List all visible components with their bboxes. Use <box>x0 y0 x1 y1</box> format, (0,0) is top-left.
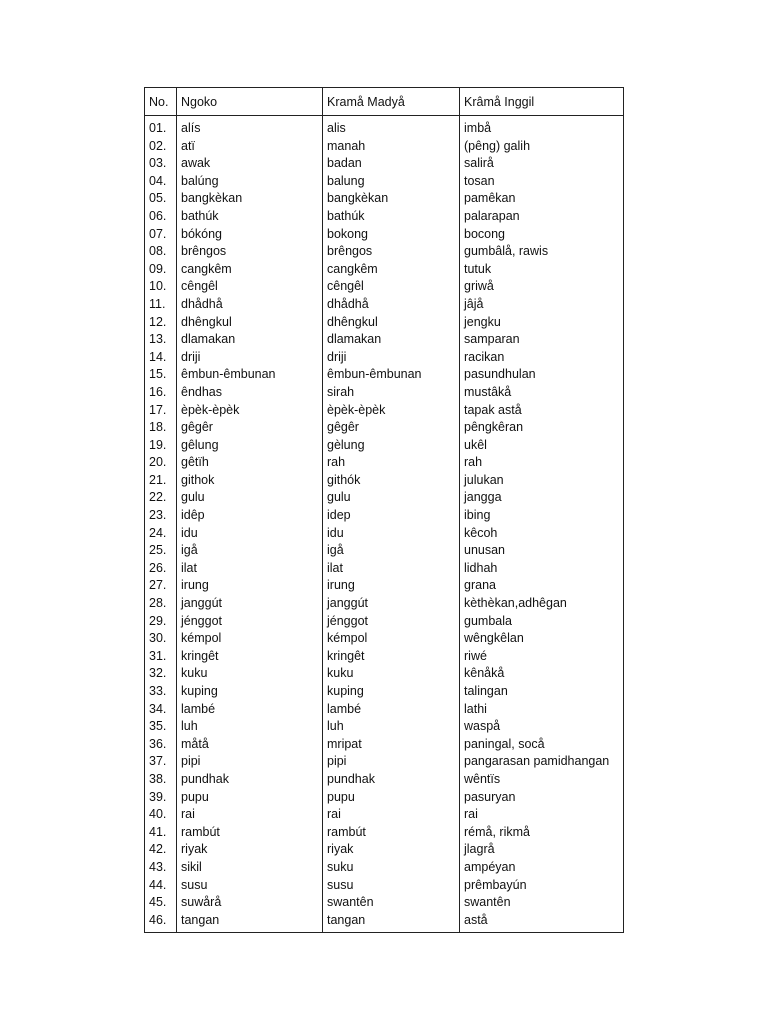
cell-no: 30. <box>145 630 177 648</box>
table-row <box>145 349 624 367</box>
cell-ngoko: driji <box>177 349 323 367</box>
cell-no: 38. <box>145 771 177 789</box>
cell-no: 45. <box>145 894 177 912</box>
cell-ngoko: måtå <box>177 736 323 754</box>
table-row <box>145 489 624 507</box>
cell-no: 04. <box>145 173 177 191</box>
table-row <box>145 912 624 933</box>
table-row <box>145 314 624 332</box>
cell-no: 22. <box>145 489 177 507</box>
cell-ngoko: bathúk <box>177 208 323 226</box>
cell-krama-inggil: tapak astå <box>460 402 624 420</box>
table-row <box>145 877 624 895</box>
table-header <box>145 88 624 116</box>
table-row <box>145 366 624 384</box>
cell-ngoko: riyak <box>177 841 323 859</box>
cell-ngoko: êndhas <box>177 384 323 402</box>
cell-ngoko: ilat <box>177 560 323 578</box>
cell-krama-inggil: ukêl <box>460 437 624 455</box>
cell-ngoko: jénggot <box>177 613 323 631</box>
cell-no: 33. <box>145 683 177 701</box>
cell-no: 01. <box>145 116 177 138</box>
cell-krama-inggil: ampéyan <box>460 859 624 877</box>
cell-ngoko: igå <box>177 542 323 560</box>
cell-no: 12. <box>145 314 177 332</box>
cell-krama-madya: pundhak <box>323 771 460 789</box>
cell-krama-inggil: tutuk <box>460 261 624 279</box>
cell-no: 10. <box>145 278 177 296</box>
cell-krama-inggil: pasundhulan <box>460 366 624 384</box>
cell-krama-inggil: salirå <box>460 155 624 173</box>
table-row <box>145 806 624 824</box>
cell-ngoko: githok <box>177 472 323 490</box>
table-row <box>145 771 624 789</box>
cell-krama-inggil: lathi <box>460 701 624 719</box>
cell-krama-madya: suku <box>323 859 460 877</box>
cell-krama-inggil: bocong <box>460 226 624 244</box>
cell-krama-madya: rambút <box>323 824 460 842</box>
cell-ngoko: dhêngkul <box>177 314 323 332</box>
cell-krama-inggil: rai <box>460 806 624 824</box>
cell-no: 23. <box>145 507 177 525</box>
table-row <box>145 331 624 349</box>
cell-no: 18. <box>145 419 177 437</box>
cell-no: 44. <box>145 877 177 895</box>
cell-no: 26. <box>145 560 177 578</box>
cell-no: 32. <box>145 665 177 683</box>
cell-ngoko: janggút <box>177 595 323 613</box>
cell-ngoko: bangkèkan <box>177 190 323 208</box>
table-row <box>145 736 624 754</box>
table-row <box>145 841 624 859</box>
cell-no: 42. <box>145 841 177 859</box>
table-row <box>145 472 624 490</box>
cell-krama-madya: jénggot <box>323 613 460 631</box>
cell-no: 39. <box>145 789 177 807</box>
cell-krama-madya: badan <box>323 155 460 173</box>
cell-ngoko: susu <box>177 877 323 895</box>
cell-no: 17. <box>145 402 177 420</box>
cell-krama-inggil: jâjå <box>460 296 624 314</box>
cell-krama-madya: êmbun-êmbunan <box>323 366 460 384</box>
cell-krama-inggil: pangarasan pamidhangan <box>460 753 624 771</box>
cell-krama-madya: cangkêm <box>323 261 460 279</box>
cell-ngoko: pupu <box>177 789 323 807</box>
cell-no: 11. <box>145 296 177 314</box>
cell-krama-inggil: gumbala <box>460 613 624 631</box>
cell-no: 35. <box>145 718 177 736</box>
cell-krama-inggil: pêngkêran <box>460 419 624 437</box>
cell-no: 46. <box>145 912 177 933</box>
cell-krama-inggil: wêngkêlan <box>460 630 624 648</box>
cell-krama-madya: tangan <box>323 912 460 933</box>
cell-no: 07. <box>145 226 177 244</box>
table-row <box>145 190 624 208</box>
cell-ngoko: gêgêr <box>177 419 323 437</box>
cell-no: 43. <box>145 859 177 877</box>
cell-ngoko: brêngos <box>177 243 323 261</box>
cell-ngoko: bókóng <box>177 226 323 244</box>
cell-krama-inggil: pasuryan <box>460 789 624 807</box>
cell-krama-madya: swantên <box>323 894 460 912</box>
table-row <box>145 261 624 279</box>
cell-krama-inggil: gumbâlå, rawis <box>460 243 624 261</box>
cell-krama-madya: balung <box>323 173 460 191</box>
table-row <box>145 116 624 138</box>
cell-krama-madya: kringêt <box>323 648 460 666</box>
cell-krama-madya: gèlung <box>323 437 460 455</box>
table-row <box>145 454 624 472</box>
cell-krama-madya: bokong <box>323 226 460 244</box>
table-row <box>145 525 624 543</box>
cell-ngoko: èpèk-èpèk <box>177 402 323 420</box>
cell-krama-madya: pipi <box>323 753 460 771</box>
cell-no: 13. <box>145 331 177 349</box>
cell-krama-inggil: rémå, rikmå <box>460 824 624 842</box>
table-row <box>145 648 624 666</box>
cell-krama-madya: rah <box>323 454 460 472</box>
cell-ngoko: idu <box>177 525 323 543</box>
header-ngoko: Ngoko <box>177 88 323 116</box>
table-row <box>145 208 624 226</box>
cell-krama-madya: cêngêl <box>323 278 460 296</box>
cell-no: 06. <box>145 208 177 226</box>
cell-krama-madya: igå <box>323 542 460 560</box>
cell-krama-madya: pupu <box>323 789 460 807</box>
cell-ngoko: irung <box>177 577 323 595</box>
cell-krama-inggil: ibing <box>460 507 624 525</box>
cell-no: 36. <box>145 736 177 754</box>
cell-krama-madya: kuku <box>323 665 460 683</box>
cell-ngoko: pipi <box>177 753 323 771</box>
cell-krama-inggil: lidhah <box>460 560 624 578</box>
cell-ngoko: luh <box>177 718 323 736</box>
cell-krama-madya: ilat <box>323 560 460 578</box>
cell-no: 29. <box>145 613 177 631</box>
cell-no: 08. <box>145 243 177 261</box>
cell-krama-inggil: swantên <box>460 894 624 912</box>
cell-krama-inggil: wêntïs <box>460 771 624 789</box>
cell-krama-inggil: astå <box>460 912 624 933</box>
cell-krama-inggil: grana <box>460 577 624 595</box>
table-row <box>145 384 624 402</box>
cell-krama-inggil: talingan <box>460 683 624 701</box>
header-no: No. <box>145 88 177 116</box>
table-row <box>145 155 624 173</box>
cell-krama-madya: luh <box>323 718 460 736</box>
header-row <box>145 88 624 116</box>
cell-no: 14. <box>145 349 177 367</box>
cell-krama-madya: janggút <box>323 595 460 613</box>
cell-ngoko: idêp <box>177 507 323 525</box>
table-row <box>145 595 624 613</box>
table-body <box>145 116 624 933</box>
table-row <box>145 243 624 261</box>
cell-no: 34. <box>145 701 177 719</box>
cell-ngoko: rambút <box>177 824 323 842</box>
table-row <box>145 173 624 191</box>
cell-ngoko: kuku <box>177 665 323 683</box>
cell-ngoko: lambé <box>177 701 323 719</box>
cell-krama-inggil: jengku <box>460 314 624 332</box>
cell-no: 03. <box>145 155 177 173</box>
table-row <box>145 577 624 595</box>
cell-krama-inggil: racikan <box>460 349 624 367</box>
cell-krama-madya: èpèk-èpèk <box>323 402 460 420</box>
table-row <box>145 665 624 683</box>
table-row <box>145 630 624 648</box>
cell-krama-madya: dhådhå <box>323 296 460 314</box>
cell-krama-inggil: samparan <box>460 331 624 349</box>
table-row <box>145 789 624 807</box>
header-krama-inggil: Krâmå Inggil <box>460 88 624 116</box>
cell-krama-madya: brêngos <box>323 243 460 261</box>
cell-krama-inggil: mustâkå <box>460 384 624 402</box>
cell-ngoko: tangan <box>177 912 323 933</box>
cell-no: 37. <box>145 753 177 771</box>
cell-ngoko: cêngêl <box>177 278 323 296</box>
cell-krama-inggil: tosan <box>460 173 624 191</box>
table-row <box>145 138 624 156</box>
table-row <box>145 718 624 736</box>
vocabulary-table <box>144 87 624 933</box>
cell-ngoko: awak <box>177 155 323 173</box>
cell-krama-madya: gulu <box>323 489 460 507</box>
cell-no: 31. <box>145 648 177 666</box>
cell-ngoko: dlamakan <box>177 331 323 349</box>
cell-krama-madya: bangkèkan <box>323 190 460 208</box>
cell-no: 19. <box>145 437 177 455</box>
cell-krama-inggil: rah <box>460 454 624 472</box>
cell-ngoko: pundhak <box>177 771 323 789</box>
cell-ngoko: alís <box>177 116 323 138</box>
cell-no: 02. <box>145 138 177 156</box>
cell-no: 41. <box>145 824 177 842</box>
cell-krama-inggil: pamêkan <box>460 190 624 208</box>
table-row <box>145 613 624 631</box>
cell-krama-madya: manah <box>323 138 460 156</box>
cell-krama-madya: kuping <box>323 683 460 701</box>
cell-krama-madya: mripat <box>323 736 460 754</box>
cell-ngoko: sikil <box>177 859 323 877</box>
table-row <box>145 753 624 771</box>
cell-krama-madya: idep <box>323 507 460 525</box>
cell-ngoko: rai <box>177 806 323 824</box>
cell-krama-inggil: jlagrå <box>460 841 624 859</box>
cell-ngoko: kuping <box>177 683 323 701</box>
cell-krama-inggil: kèthèkan,adhêgan <box>460 595 624 613</box>
table-row <box>145 894 624 912</box>
cell-krama-inggil: griwå <box>460 278 624 296</box>
cell-ngoko: suwårå <box>177 894 323 912</box>
cell-ngoko: atï <box>177 138 323 156</box>
cell-no: 25. <box>145 542 177 560</box>
cell-krama-inggil: paningal, socå <box>460 736 624 754</box>
table-row <box>145 560 624 578</box>
cell-krama-inggil: (pêng) galih <box>460 138 624 156</box>
cell-krama-madya: irung <box>323 577 460 595</box>
cell-ngoko: kringêt <box>177 648 323 666</box>
cell-no: 09. <box>145 261 177 279</box>
cell-krama-madya: rai <box>323 806 460 824</box>
cell-krama-inggil: imbå <box>460 116 624 138</box>
table-row <box>145 278 624 296</box>
table-row <box>145 419 624 437</box>
cell-krama-madya: susu <box>323 877 460 895</box>
cell-no: 21. <box>145 472 177 490</box>
cell-krama-inggil: palarapan <box>460 208 624 226</box>
cell-krama-inggil: jangga <box>460 489 624 507</box>
cell-krama-inggil: unusan <box>460 542 624 560</box>
cell-krama-madya: kémpol <box>323 630 460 648</box>
table-row <box>145 701 624 719</box>
cell-no: 20. <box>145 454 177 472</box>
cell-ngoko: gulu <box>177 489 323 507</box>
cell-krama-inggil: riwé <box>460 648 624 666</box>
table-row <box>145 542 624 560</box>
cell-krama-inggil: prêmbayún <box>460 877 624 895</box>
cell-krama-madya: sirah <box>323 384 460 402</box>
cell-no: 24. <box>145 525 177 543</box>
cell-no: 40. <box>145 806 177 824</box>
header-krama-madya: Kramå Madyå <box>323 88 460 116</box>
table-row <box>145 683 624 701</box>
table-row <box>145 824 624 842</box>
cell-krama-madya: lambé <box>323 701 460 719</box>
cell-krama-madya: riyak <box>323 841 460 859</box>
cell-krama-inggil: kêcoh <box>460 525 624 543</box>
cell-krama-madya: driji <box>323 349 460 367</box>
cell-krama-inggil: julukan <box>460 472 624 490</box>
cell-krama-madya: alis <box>323 116 460 138</box>
cell-krama-madya: dlamakan <box>323 331 460 349</box>
cell-krama-madya: gêgêr <box>323 419 460 437</box>
cell-ngoko: cangkêm <box>177 261 323 279</box>
cell-no: 16. <box>145 384 177 402</box>
cell-krama-madya: dhêngkul <box>323 314 460 332</box>
cell-no: 05. <box>145 190 177 208</box>
cell-no: 15. <box>145 366 177 384</box>
table-row <box>145 437 624 455</box>
table-row <box>145 226 624 244</box>
cell-ngoko: gêlung <box>177 437 323 455</box>
cell-krama-madya: bathúk <box>323 208 460 226</box>
cell-ngoko: balúng <box>177 173 323 191</box>
cell-ngoko: gêtïh <box>177 454 323 472</box>
table-row <box>145 402 624 420</box>
cell-krama-inggil: kênåkå <box>460 665 624 683</box>
table-row <box>145 859 624 877</box>
cell-no: 27. <box>145 577 177 595</box>
cell-krama-madya: githók <box>323 472 460 490</box>
cell-ngoko: kémpol <box>177 630 323 648</box>
cell-ngoko: dhådhå <box>177 296 323 314</box>
cell-ngoko: êmbun-êmbunan <box>177 366 323 384</box>
cell-krama-madya: idu <box>323 525 460 543</box>
cell-krama-inggil: waspå <box>460 718 624 736</box>
table-row <box>145 507 624 525</box>
cell-no: 28. <box>145 595 177 613</box>
table-row <box>145 296 624 314</box>
